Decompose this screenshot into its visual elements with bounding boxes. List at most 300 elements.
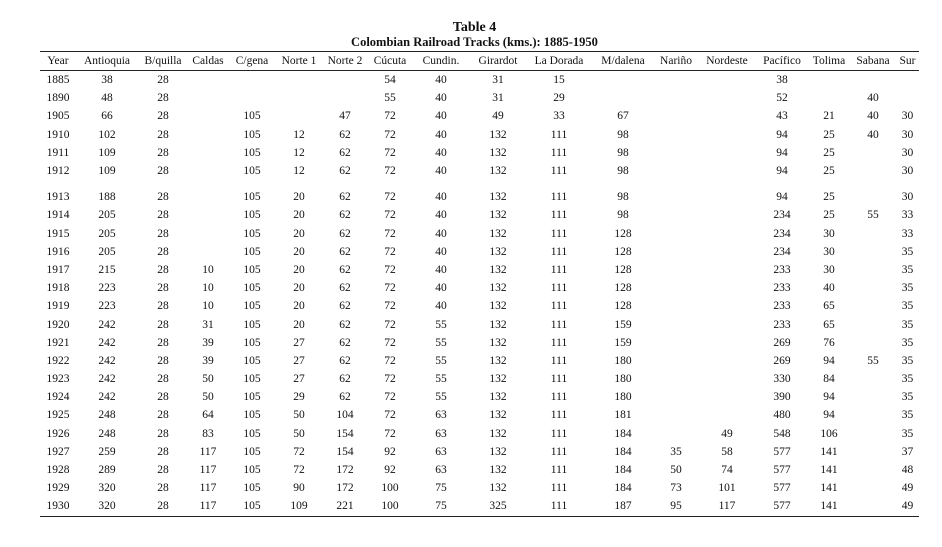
table-cell: 55 <box>435 391 447 404</box>
table-cell: 28 <box>157 464 169 477</box>
table-cell: 40 <box>867 92 879 105</box>
table-cell <box>698 89 756 107</box>
table-cell: 62 <box>339 191 351 204</box>
table-cell: 111 <box>550 128 568 141</box>
table-row <box>40 107 919 125</box>
table-cell: 141 <box>820 482 838 495</box>
table-cell: 109 <box>98 165 116 178</box>
column-header: Norte 2 <box>322 52 368 71</box>
table-cell <box>850 370 896 388</box>
table-cell: 33 <box>901 227 914 240</box>
table-cell: 10 <box>202 263 214 276</box>
table-cell: 72 <box>384 245 396 258</box>
table-row <box>40 89 919 107</box>
table-cell: 205 <box>98 245 116 258</box>
table-cell: 49 <box>901 482 914 495</box>
table-cell: 104 <box>336 409 354 422</box>
table-cell: 28 <box>157 74 169 87</box>
table-cell <box>322 89 368 107</box>
table-cell: 72 <box>293 445 305 458</box>
table-cell: 105 <box>243 300 261 313</box>
table-cell: 184 <box>614 482 632 495</box>
table-row <box>40 180 919 206</box>
table-cell: 50 <box>293 427 305 440</box>
table-cell: 72 <box>384 110 396 123</box>
year-cell: 1890 <box>46 92 70 105</box>
table-cell: 215 <box>98 263 116 276</box>
table-cell: 98 <box>617 146 629 159</box>
table-row <box>40 297 919 315</box>
table-cell <box>188 206 228 224</box>
table-document <box>40 20 916 517</box>
table-cell: 105 <box>243 110 261 123</box>
table-cell: 117 <box>199 482 217 495</box>
table-cell: 111 <box>550 409 568 422</box>
table-cell <box>850 279 896 297</box>
year-cell: 1929 <box>46 482 70 495</box>
table-cell: 25 <box>823 146 835 159</box>
table-cell: 105 <box>243 227 261 240</box>
table-cell <box>698 107 756 125</box>
table-cell: 83 <box>202 427 214 440</box>
table-cell: 30 <box>901 146 914 159</box>
table-cell <box>896 71 919 90</box>
table-cell: 62 <box>339 245 351 258</box>
table-cell: 12 <box>293 165 305 178</box>
table-cell: 55 <box>435 373 447 386</box>
table-cell: 65 <box>823 300 835 313</box>
table-cell: 27 <box>293 354 305 367</box>
table-cell: 98 <box>617 191 629 204</box>
table-cell: 62 <box>339 300 351 313</box>
table-cell: 62 <box>339 209 351 222</box>
table-cell <box>850 334 896 352</box>
table-cell: 50 <box>670 464 682 477</box>
table-cell: 35 <box>901 282 914 295</box>
table-cell: 111 <box>550 227 568 240</box>
year-cell: 1918 <box>46 282 70 295</box>
table-cell: 35 <box>901 263 914 276</box>
table-cell <box>698 334 756 352</box>
table-cell: 39 <box>202 336 214 349</box>
table-cell: 577 <box>756 497 808 516</box>
table-cell: 111 <box>550 318 568 331</box>
table-cell: 132 <box>489 146 507 159</box>
table-cell: 30 <box>901 128 914 141</box>
column-header: Year <box>40 52 76 71</box>
year-cell: 1923 <box>46 373 70 386</box>
table-cell <box>654 243 698 261</box>
table-cell: 132 <box>489 282 507 295</box>
table-cell: 128 <box>614 245 632 258</box>
table-cell <box>654 107 698 125</box>
table-cell: 117 <box>199 464 217 477</box>
table-cell: 184 <box>614 427 632 440</box>
table-cell: 111 <box>550 146 568 159</box>
table-cell: 128 <box>614 227 632 240</box>
table-cell: 30 <box>901 165 914 178</box>
table-cell <box>592 89 654 107</box>
table-cell: 105 <box>243 318 261 331</box>
table-cell: 223 <box>98 282 116 295</box>
table-cell: 132 <box>489 464 507 477</box>
table-cell: 40 <box>435 165 447 178</box>
column-header: Nordeste <box>698 52 756 71</box>
table-cell <box>698 352 756 370</box>
table-cell <box>850 180 896 206</box>
table-cell: 181 <box>614 409 632 422</box>
table-cell: 48 <box>101 92 113 105</box>
table-cell: 40 <box>435 300 447 313</box>
table-cell: 132 <box>489 482 507 495</box>
table-cell: 132 <box>489 336 507 349</box>
table-cell: 106 <box>820 427 838 440</box>
table-cell: 233 <box>773 263 791 276</box>
table-cell: 105 <box>243 427 261 440</box>
table-cell: 105 <box>243 165 261 178</box>
table-cell: 47 <box>339 110 351 123</box>
table-cell: 154 <box>336 427 354 440</box>
table-cell: 72 <box>384 336 396 349</box>
table-cell: 111 <box>550 464 568 477</box>
table-cell: 172 <box>336 482 354 495</box>
table-cell: 35 <box>901 427 914 440</box>
table-cell: 73 <box>670 482 682 495</box>
table-cell: 28 <box>157 318 169 331</box>
column-header: Girardot <box>470 52 526 71</box>
table-cell: 40 <box>435 128 447 141</box>
table-cell: 49 <box>896 497 919 516</box>
table-row <box>40 279 919 297</box>
table-cell <box>228 89 276 107</box>
table-cell: 72 <box>384 165 396 178</box>
table-cell: 28 <box>157 128 169 141</box>
table-cell: 28 <box>157 146 169 159</box>
column-header: Sur <box>896 52 919 71</box>
table-row <box>40 425 919 443</box>
table-cell: 577 <box>773 464 791 477</box>
table-cell: 55 <box>867 209 879 222</box>
table-cell: 94 <box>776 128 788 141</box>
table-cell: 20 <box>293 318 305 331</box>
table-cell: 31 <box>492 92 504 105</box>
table-cell: 111 <box>550 263 568 276</box>
table-cell: 269 <box>773 336 791 349</box>
table-cell: 105 <box>243 245 261 258</box>
table-cell: 105 <box>243 191 261 204</box>
table-row <box>40 261 919 279</box>
table-cell <box>850 144 896 162</box>
table-cell: 12 <box>293 146 305 159</box>
table-cell <box>698 297 756 315</box>
column-header: M/dalena <box>592 52 654 71</box>
table-cell <box>276 71 322 90</box>
column-header: Cundin. <box>412 52 470 71</box>
table-cell <box>276 89 322 107</box>
table-cell: 43 <box>776 110 788 123</box>
table-cell: 62 <box>339 391 351 404</box>
table-cell: 28 <box>157 110 169 123</box>
year-cell: 1930 <box>40 497 76 516</box>
table-cell <box>698 315 756 333</box>
table-cell: 40 <box>435 263 447 276</box>
table-cell: 76 <box>823 336 835 349</box>
table-cell: 269 <box>773 354 791 367</box>
table-cell: 105 <box>243 263 261 276</box>
table-cell <box>896 89 919 107</box>
column-header: B/quilla <box>138 52 188 71</box>
table-cell: 35 <box>901 318 914 331</box>
table-cell: 105 <box>243 128 261 141</box>
year-cell: 1905 <box>46 110 70 123</box>
column-header: Tolima <box>808 52 850 71</box>
table-cell: 40 <box>823 282 835 295</box>
table-cell: 30 <box>901 191 914 204</box>
table-cell <box>654 279 698 297</box>
table-cell: 20 <box>293 209 305 222</box>
table-cell: 25 <box>823 128 835 141</box>
year-cell: 1928 <box>46 464 70 477</box>
table-cell: 132 <box>489 165 507 178</box>
table-cell: 233 <box>773 282 791 295</box>
table-cell: 390 <box>773 391 791 404</box>
table-cell: 35 <box>901 409 914 422</box>
table-cell <box>850 388 896 406</box>
table-cell: 132 <box>489 373 507 386</box>
table-cell <box>850 315 896 333</box>
table-cell: 111 <box>550 300 568 313</box>
table-cell: 63 <box>435 409 447 422</box>
table-cell: 94 <box>776 191 788 204</box>
table-cell: 27 <box>293 336 305 349</box>
table-cell <box>698 126 756 144</box>
table-cell: 40 <box>435 245 447 258</box>
table-cell <box>654 162 698 180</box>
table-cell: 20 <box>293 263 305 276</box>
table-cell: 63 <box>435 464 447 477</box>
table-row <box>40 334 919 352</box>
table-cell: 55 <box>384 92 396 105</box>
table-cell <box>654 425 698 443</box>
table-cell: 132 <box>489 245 507 258</box>
table-cell: 28 <box>157 445 169 458</box>
table-cell: 100 <box>381 482 399 495</box>
table-cell: 259 <box>98 445 116 458</box>
table-cell: 62 <box>339 165 351 178</box>
header-row <box>40 52 919 71</box>
table-cell: 111 <box>550 165 568 178</box>
table-cell <box>698 225 756 243</box>
table-cell: 75 <box>435 482 447 495</box>
table-row <box>40 144 919 162</box>
table-cell: 75 <box>412 497 470 516</box>
column-header: Caldas <box>188 52 228 71</box>
table-row <box>40 315 919 333</box>
table-cell: 117 <box>698 497 756 516</box>
table-row <box>40 162 919 180</box>
table-cell: 94 <box>823 391 835 404</box>
table-cell: 28 <box>157 191 169 204</box>
table-cell: 330 <box>773 373 791 386</box>
table-cell: 105 <box>243 146 261 159</box>
table-cell: 180 <box>614 354 632 367</box>
table-cell: 94 <box>776 165 788 178</box>
table-cell: 92 <box>384 464 396 477</box>
column-header: Cúcuta <box>368 52 412 71</box>
table-cell: 72 <box>384 300 396 313</box>
table-cell: 242 <box>98 336 116 349</box>
table-cell: 132 <box>489 209 507 222</box>
table-cell: 223 <box>98 300 116 313</box>
table-cell: 111 <box>550 245 568 258</box>
table-cell: 30 <box>823 245 835 258</box>
table-cell: 548 <box>773 427 791 440</box>
table-cell: 15 <box>553 74 565 87</box>
column-header: Antioquia <box>76 52 138 71</box>
table-cell <box>654 297 698 315</box>
table-cell: 94 <box>776 146 788 159</box>
table-cell: 40 <box>867 128 879 141</box>
table-cell: 62 <box>339 263 351 276</box>
table-cell: 52 <box>776 92 788 105</box>
table-cell: 62 <box>339 282 351 295</box>
table-cell: 72 <box>384 263 396 276</box>
table-cell: 132 <box>489 263 507 276</box>
table-cell <box>850 406 896 424</box>
table-cell <box>654 261 698 279</box>
table-cell: 55 <box>435 354 447 367</box>
table-cell: 62 <box>339 146 351 159</box>
table-cell: 38 <box>101 74 113 87</box>
table-cell: 72 <box>384 282 396 295</box>
table-cell <box>654 388 698 406</box>
table-cell: 94 <box>823 409 835 422</box>
column-header: Pacífico <box>756 52 808 71</box>
table-cell: 28 <box>157 373 169 386</box>
table-cell <box>698 144 756 162</box>
table-cell: 95 <box>654 497 698 516</box>
table-cell: 234 <box>773 227 791 240</box>
table-cell: 66 <box>101 110 113 123</box>
table-cell: 248 <box>98 427 116 440</box>
year-cell: 1919 <box>46 300 70 313</box>
table-cell: 102 <box>98 128 116 141</box>
table-cell: 233 <box>773 300 791 313</box>
table-cell: 101 <box>718 482 736 495</box>
year-cell: 1914 <box>46 209 70 222</box>
table-cell: 10 <box>202 282 214 295</box>
table-cell: 72 <box>384 209 396 222</box>
table-cell <box>850 261 896 279</box>
table-cell: 55 <box>435 318 447 331</box>
table-cell: 72 <box>384 318 396 331</box>
table-cell: 184 <box>614 445 632 458</box>
table-cell: 65 <box>823 318 835 331</box>
table-cell <box>808 89 850 107</box>
table-cell <box>188 89 228 107</box>
table-cell <box>698 261 756 279</box>
table-cell: 39 <box>202 354 214 367</box>
table-cell: 94 <box>823 354 835 367</box>
table-cell: 31 <box>202 318 214 331</box>
table-cell: 577 <box>773 482 791 495</box>
table-cell: 28 <box>157 482 169 495</box>
table-cell: 233 <box>773 318 791 331</box>
table-cell: 98 <box>617 209 629 222</box>
table-cell: 141 <box>808 497 850 516</box>
table-cell: 111 <box>550 373 568 386</box>
table-cell: 35 <box>901 245 914 258</box>
table-cell: 28 <box>157 336 169 349</box>
table-cell: 72 <box>384 373 396 386</box>
table-cell <box>654 370 698 388</box>
table-row <box>40 352 919 370</box>
table-cell: 33 <box>901 209 914 222</box>
table-cell: 320 <box>76 497 138 516</box>
table-cell: 21 <box>823 110 835 123</box>
year-cell: 1917 <box>46 263 70 276</box>
table-cell: 234 <box>773 245 791 258</box>
table-cell: 62 <box>339 354 351 367</box>
table-subtitle: Colombian Railroad Tracks (kms.): 1885-1950 <box>351 35 598 49</box>
table-cell: 320 <box>98 482 116 495</box>
year-cell: 1916 <box>46 245 70 258</box>
table-cell: 72 <box>384 227 396 240</box>
table-cell: 30 <box>823 263 835 276</box>
table-cell <box>322 71 368 90</box>
table-cell <box>654 71 698 90</box>
table-cell: 74 <box>721 464 733 477</box>
table-cell: 84 <box>823 373 835 386</box>
table-cell <box>850 425 896 443</box>
table-cell <box>654 89 698 107</box>
table-cell <box>850 71 896 90</box>
table-cell: 205 <box>98 209 116 222</box>
table-cell: 480 <box>773 409 791 422</box>
year-cell: 1885 <box>46 74 70 87</box>
year-cell: 1925 <box>46 409 70 422</box>
table-cell: 111 <box>550 191 568 204</box>
table-cell: 35 <box>901 336 914 349</box>
table-cell: 20 <box>293 300 305 313</box>
table-cell: 159 <box>614 336 632 349</box>
table-cell: 132 <box>489 354 507 367</box>
table-cell: 38 <box>776 74 788 87</box>
table-cell: 58 <box>721 445 733 458</box>
table-cell: 132 <box>489 427 507 440</box>
table-cell: 48 <box>901 464 914 477</box>
table-cell <box>698 279 756 297</box>
table-cell: 20 <box>293 282 305 295</box>
table-cell <box>698 243 756 261</box>
table-cell: 132 <box>489 300 507 313</box>
table-cell: 109 <box>276 497 322 516</box>
table-body <box>40 71 919 517</box>
table-cell: 180 <box>614 373 632 386</box>
year-cell: 1915 <box>46 227 70 240</box>
table-cell: 105 <box>243 391 261 404</box>
railroad-tracks-table <box>40 51 919 517</box>
table-cell: 28 <box>157 391 169 404</box>
table-cell <box>698 388 756 406</box>
table-cell <box>654 180 698 206</box>
table-cell: 98 <box>617 165 629 178</box>
table-cell <box>850 297 896 315</box>
table-cell <box>850 479 896 497</box>
table-cell <box>654 406 698 424</box>
table-cell <box>228 71 276 90</box>
table-cell <box>188 225 228 243</box>
